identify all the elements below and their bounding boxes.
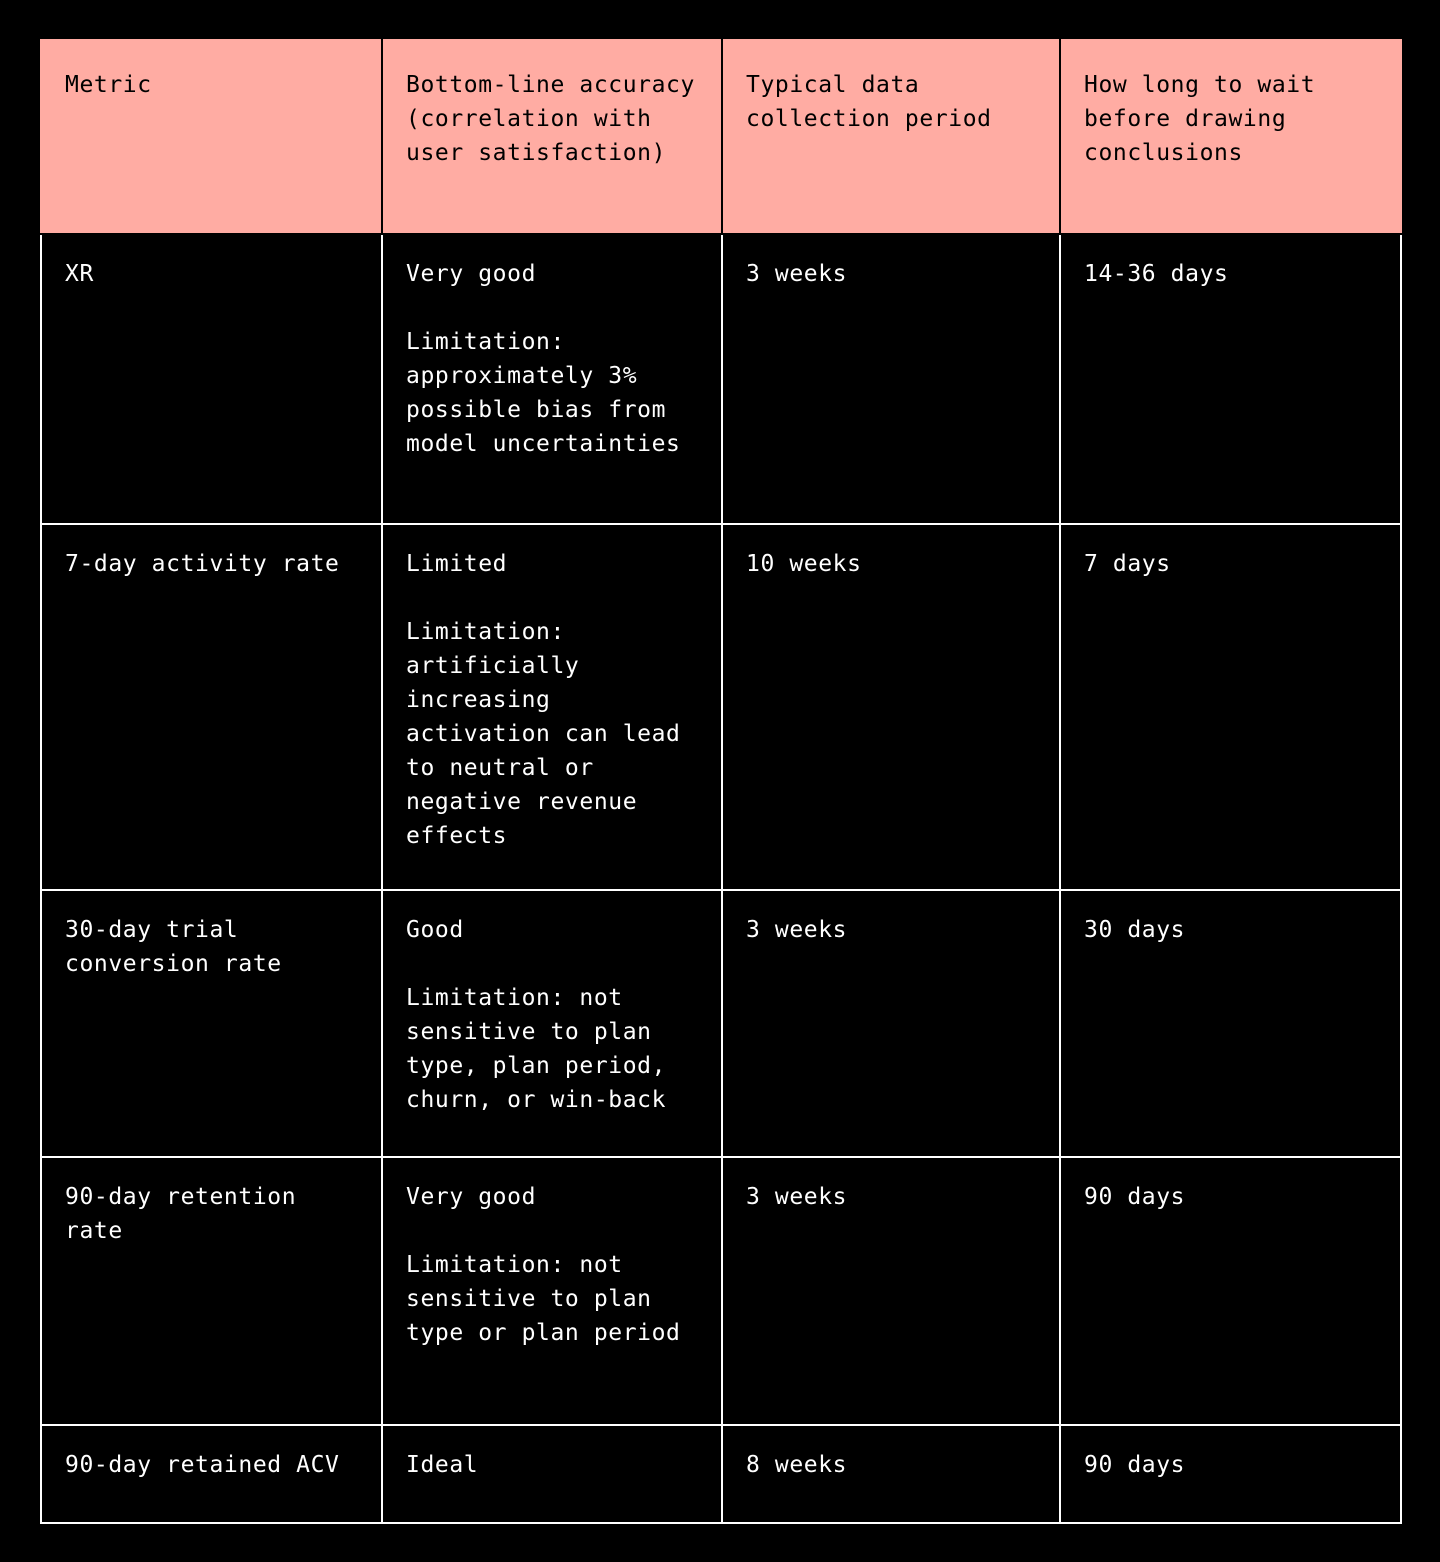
wait-time-cell: 14-36 days	[1060, 234, 1401, 524]
table-header	[41, 40, 1401, 234]
collection-period-cell: 3 weeks	[722, 234, 1060, 524]
collection-period-cell: 3 weeks	[722, 1157, 1060, 1425]
collection-period-cell: 8 weeks	[722, 1425, 1060, 1523]
metric-cell: 7-day activity rate	[41, 524, 382, 890]
header-wait-time: How long to wait before drawing conclusions	[1060, 40, 1401, 234]
wait-time-cell: 90 days	[1060, 1425, 1401, 1523]
collection-period-cell: 10 weeks	[722, 524, 1060, 890]
metrics-comparison-table	[40, 39, 1402, 1524]
table-body	[41, 234, 1401, 1523]
metric-cell: 30-day trial conversion rate	[41, 890, 382, 1157]
metric-cell: XR	[41, 234, 382, 524]
accuracy-cell	[382, 890, 722, 1157]
accuracy-limitation: Limitation: artificially increasing activation can lead to neutral or negative revenue effects	[406, 619, 681, 849]
accuracy-cell	[382, 234, 722, 524]
wait-time-cell: 30 days	[1060, 890, 1401, 1157]
metric-cell: 90-day retention rate	[41, 1157, 382, 1425]
accuracy-limitation: Limitation: not sensitive to plan type, plan period, churn, or win-back	[406, 985, 667, 1113]
accuracy-rating: Very good	[406, 1184, 537, 1210]
accuracy-limitation: Limitation: not sensitive to plan type or plan period	[406, 1252, 681, 1346]
accuracy-limitation: Limitation: approximately 3% possible bias from model uncertainties	[406, 329, 681, 457]
table-row	[41, 1157, 1401, 1425]
header-collection-period: Typical data collection period	[722, 40, 1060, 234]
metric-cell: 90-day retained ACV	[41, 1425, 382, 1523]
table-row	[41, 890, 1401, 1157]
accuracy-cell	[382, 1157, 722, 1425]
accuracy-cell	[382, 1425, 722, 1523]
table-row	[41, 524, 1401, 890]
header-metric: Metric	[41, 40, 382, 234]
accuracy-rating: Very good	[406, 261, 537, 287]
header-row	[41, 40, 1401, 234]
collection-period-cell: 3 weeks	[722, 890, 1060, 1157]
accuracy-cell	[382, 524, 722, 890]
accuracy-rating: Good	[406, 917, 464, 943]
wait-time-cell: 90 days	[1060, 1157, 1401, 1425]
accuracy-rating: Limited	[406, 551, 508, 577]
accuracy-rating: Ideal	[406, 1452, 479, 1478]
table-row	[41, 1425, 1401, 1523]
wait-time-cell: 7 days	[1060, 524, 1401, 890]
header-accuracy: Bottom-line accuracy (correlation with user satisfaction)	[382, 40, 722, 234]
table-row	[41, 234, 1401, 524]
